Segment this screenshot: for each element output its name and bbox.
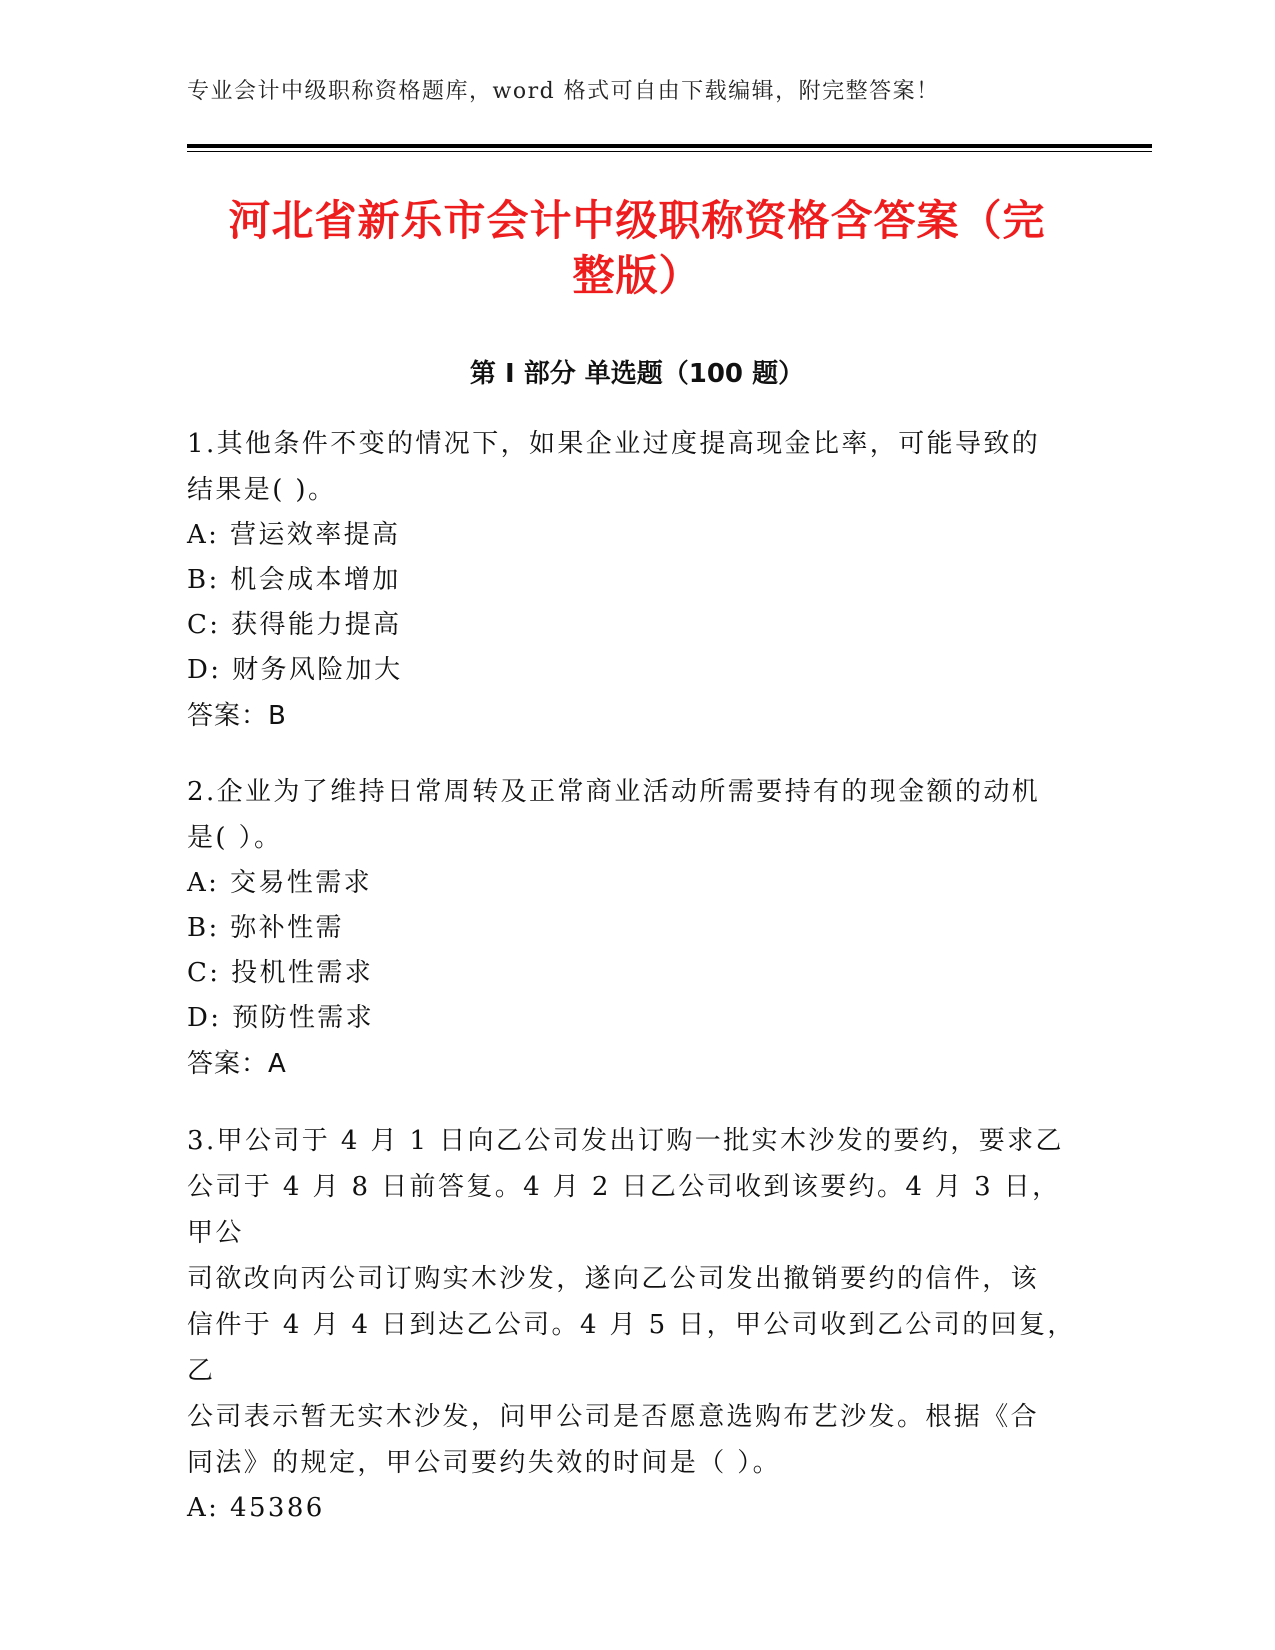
question-stem-line: 公司于 4 月 8 日前答复。4 月 2 日乙公司收到该要约。4 月 3 日，甲公 <box>187 1172 1061 1248</box>
option-b: B: 弥补性需 <box>187 913 344 943</box>
option-b: B: 机会成本增加 <box>187 565 401 595</box>
option-a: A: 营运效率提高 <box>187 520 401 550</box>
question-stem-line: 2.企业为了维持日常周转及正常商业活动所需要持有的现金额的动机 <box>187 777 1041 807</box>
question-3 <box>187 1118 1087 1531</box>
question-stem-line: 司欲改向丙公司订购实木沙发，遂向乙公司发出撤销要约的信件，该 <box>187 1264 1040 1294</box>
question-stem-line: 3.甲公司于 4 月 1 日向乙公司发出订购一批实木沙发的要约，要求乙 <box>187 1126 1064 1156</box>
option-a: A: 45386 <box>187 1493 325 1523</box>
header-note: 专业会计中级职称资格题库，word 格式可自由下载编辑，附完整答案！ <box>187 79 940 104</box>
option-a: A: 交易性需求 <box>187 868 373 898</box>
section-heading: 第 I 部分 单选题（100 题） <box>469 359 805 389</box>
question-stem-line: 公司表示暂无实木沙发，问甲公司是否愿意选购布艺沙发。根据《合 <box>187 1402 1040 1432</box>
question-stem-line: 信件于 4 月 4 日到达乙公司。4 月 5 日，甲公司收到乙公司的回复，乙 <box>187 1310 1076 1386</box>
title-line-2: 整版） <box>572 251 702 300</box>
question-1 <box>187 421 1087 739</box>
header-rule-thick <box>187 144 1152 148</box>
option-c: C: 投机性需求 <box>187 958 374 988</box>
title-line-1: 河北省新乐市会计中级职称资格含答案（完 <box>228 196 1046 245</box>
question-stem-line: 是( ）。 <box>187 823 283 853</box>
question-2 <box>187 769 1087 1087</box>
question-stem-line: 1.其他条件不变的情况下，如果企业过度提高现金比率，可能导致的 <box>187 429 1041 459</box>
question-stem-line: 结果是( )。 <box>187 475 337 505</box>
header-rule-thin <box>187 151 1152 152</box>
document-title <box>187 193 1087 303</box>
option-d: D: 预防性需求 <box>187 1003 375 1033</box>
option-d: D: 财务风险加大 <box>187 655 403 685</box>
answer-label: 答案：A <box>187 1049 287 1079</box>
option-c: C: 获得能力提高 <box>187 610 402 640</box>
answer-label: 答案：B <box>187 701 287 731</box>
question-stem-line: 同法》的规定，甲公司要约失效的时间是（ ）。 <box>187 1448 782 1478</box>
